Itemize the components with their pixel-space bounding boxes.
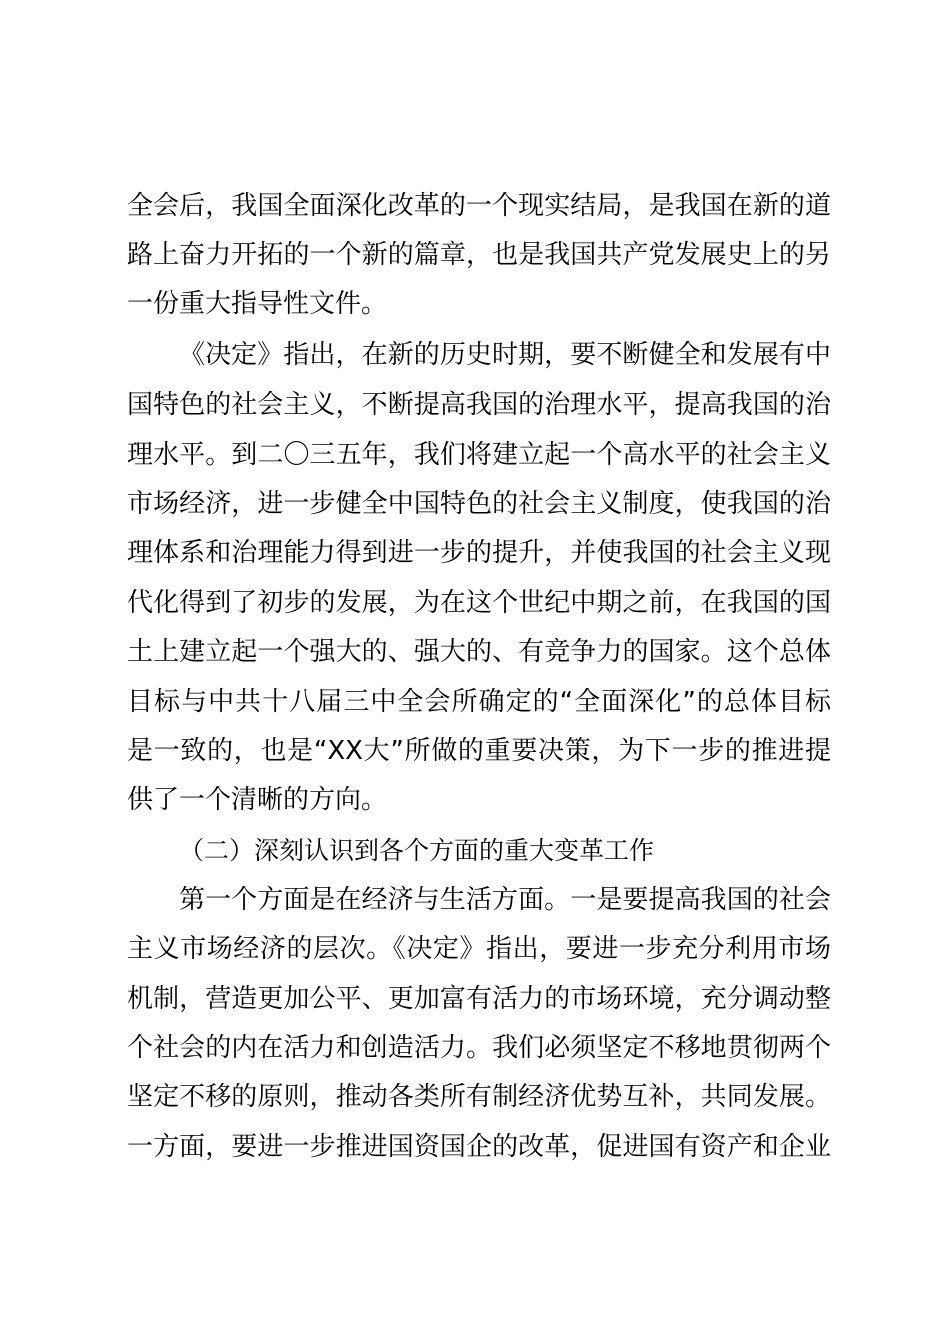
text-line: 供了一个清晰的方向。 xyxy=(127,785,388,815)
section-heading: （二）深刻认识到各个方面的重大变革工作 xyxy=(179,836,655,865)
text-line: 坚定不移的原则，推动各类所有制经济优势互补，共同发展。 xyxy=(127,1082,831,1112)
text-line: 市场经济，进一步健全中国特色的社会主义制度，使我国的治 xyxy=(127,489,831,519)
text-line: 理水平。到二〇三五年，我们将建立起一个高水平的社会主义 xyxy=(127,440,831,470)
text-line: 主义市场经济的层次。《决定》指出，要进一步充分利用市场 xyxy=(127,934,831,964)
text-line: 一份重大指导性文件。 xyxy=(127,289,388,319)
text-line: 路上奋力开拓的一个新的篇章，也是我国共产党发展史上的另 xyxy=(127,240,831,270)
paragraph-first-line: 《决定》指出，在新的历史时期，要不断健全和发展有中 xyxy=(179,340,831,370)
text-line: 理体系和治理能力得到进一步的提升，并使我国的社会主义现 xyxy=(127,538,831,568)
text-line: 机制，营造更加公平、更加富有活力的市场环境，充分调动整 xyxy=(127,984,831,1014)
text-line: 一方面，要进一步推进国资国企的改革，促进国有资产和企业 xyxy=(127,1132,831,1162)
paragraph-first-line: 第一个方面是在经济与生活方面。一是要提高我国的社会 xyxy=(179,885,831,915)
text-line: 土上建立起一个强大的、强大的、有竞争力的国家。这个总体 xyxy=(127,637,831,667)
text-line: 目标与中共十八届三中全会所确定的“全面深化”的总体目标 xyxy=(127,687,831,717)
text-line: 国特色的社会主义，不断提高我国的治理水平，提高我国的治 xyxy=(127,390,831,420)
text-line: 是一致的，也是“XX大”所做的重要决策，为下一步的推进提 xyxy=(127,736,831,766)
text-line: 个社会的内在活力和创造活力。我们必须坚定不移地贯彻两个 xyxy=(127,1033,831,1063)
text-line: 代化得到了初步的发展，为在这个世纪中期之前，在我国的国 xyxy=(127,588,831,618)
text-line: 全会后，我国全面深化改革的一个现实结局，是我国在新的道 xyxy=(127,191,831,221)
